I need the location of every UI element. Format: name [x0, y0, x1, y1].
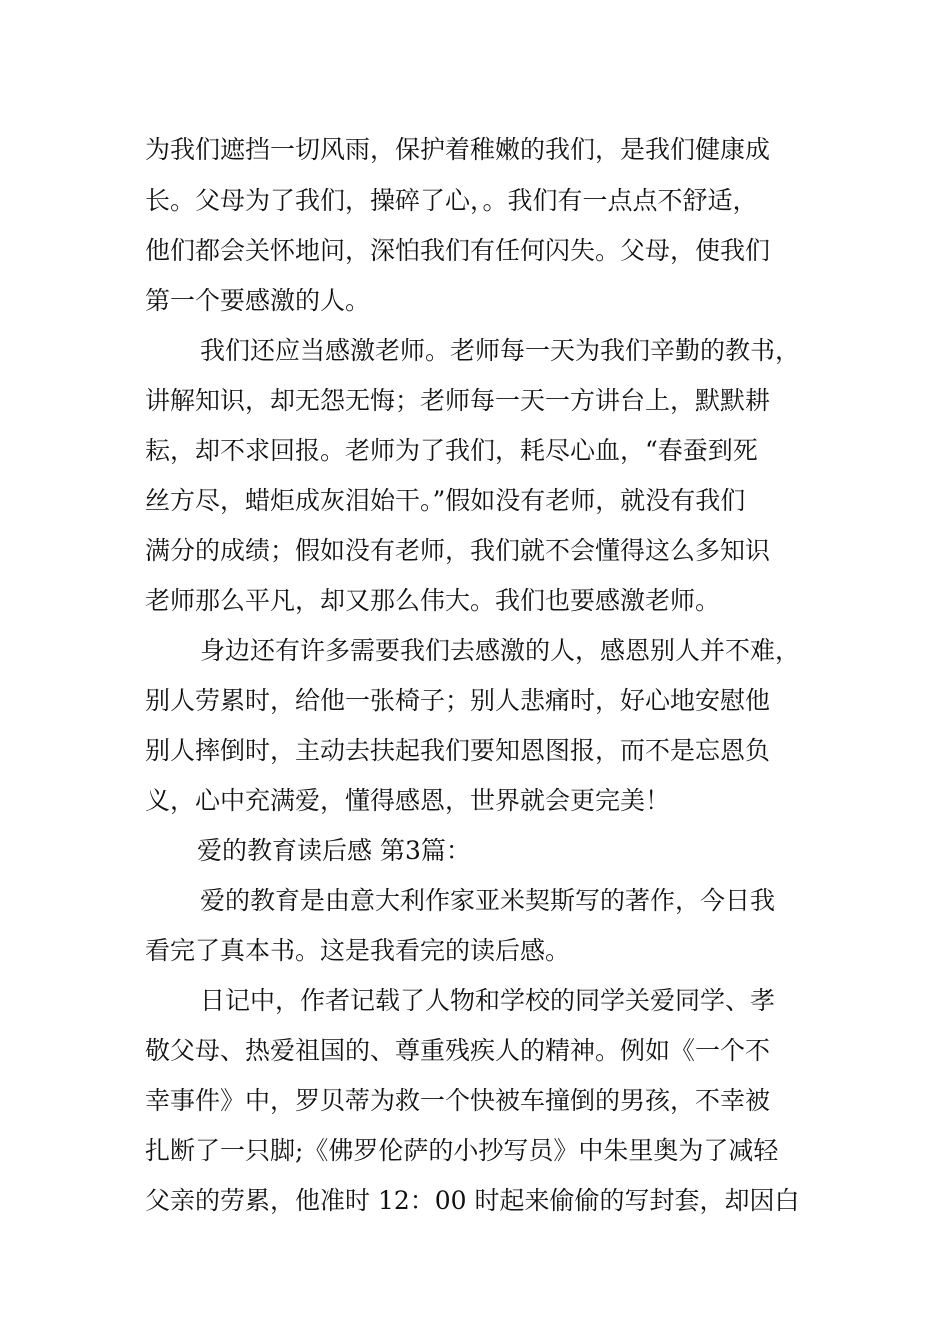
text-line: 扎断了一只脚;《佛罗伦萨的小抄写员》中朱里奥为了减轻: [145, 1136, 779, 1165]
text-line: 别人摔倒时，主动去扶起我们要知恩图报，而不是忘恩负: [145, 736, 771, 765]
text-line: 义，心中充满爱，懂得感恩，世界就会更完美！: [145, 786, 671, 815]
text-line: 老师那么平凡，却又那么伟大。我们也要感激老师。: [145, 586, 721, 615]
text-line: 敬父母、热爱祖国的、尊重残疾人的精神。例如《一个不: [145, 1036, 771, 1065]
paragraph-first-line: 身边还有许多需要我们去感激的人，感恩别人并不难，: [200, 636, 801, 665]
text-line: 满分的成绩；假如没有老师，我们就不会懂得这么多知识: [145, 536, 771, 565]
text-line: 父亲的劳累，他准时 12：00 时起来偷偷的写封套，却因白: [145, 1186, 800, 1215]
text-line: 为我们遮挡一切风雨，保护着稚嫩的我们，是我们健康成: [145, 135, 771, 164]
text-line: 幸事件》中，罗贝蒂为救一个快被车撞倒的男孩，不幸被: [145, 1086, 771, 1115]
text-line: 第一个要感激的人。: [145, 286, 371, 315]
text-line: 看完了真本书。这是我看完的读后感。: [145, 936, 571, 965]
section-heading: 爱的教育读后感 第3篇：: [197, 836, 471, 865]
text-line: 耘，却不求回报。老师为了我们，耗尽心血，“春蚕到死: [145, 436, 758, 465]
text-line: 长。父母为了我们，操碎了心，。我们有一点点不舒适，: [145, 186, 758, 215]
text-line: 丝方尽，蜡炬成灰泪始干。”假如没有老师，就没有我们: [145, 486, 746, 515]
paragraph-first-line: 爱的教育是由意大利作家亚米契斯写的著作，今日我: [200, 886, 776, 915]
text-line: 讲解知识，却无怨无悔；老师每一天一方讲台上，默默耕: [145, 386, 771, 415]
paragraph-first-line: 我们还应当感激老师。老师每一天为我们辛勤的教书，: [200, 336, 801, 365]
text-line: 他们都会关怀地问，深怕我们有任何闪失。父母，使我们: [145, 236, 771, 265]
text-line: 别人劳累时，给他一张椅子；别人悲痛时，好心地安慰他: [145, 686, 771, 715]
paragraph-first-line: 日记中，作者记载了人物和学校的同学关爱同学、孝: [200, 986, 776, 1015]
